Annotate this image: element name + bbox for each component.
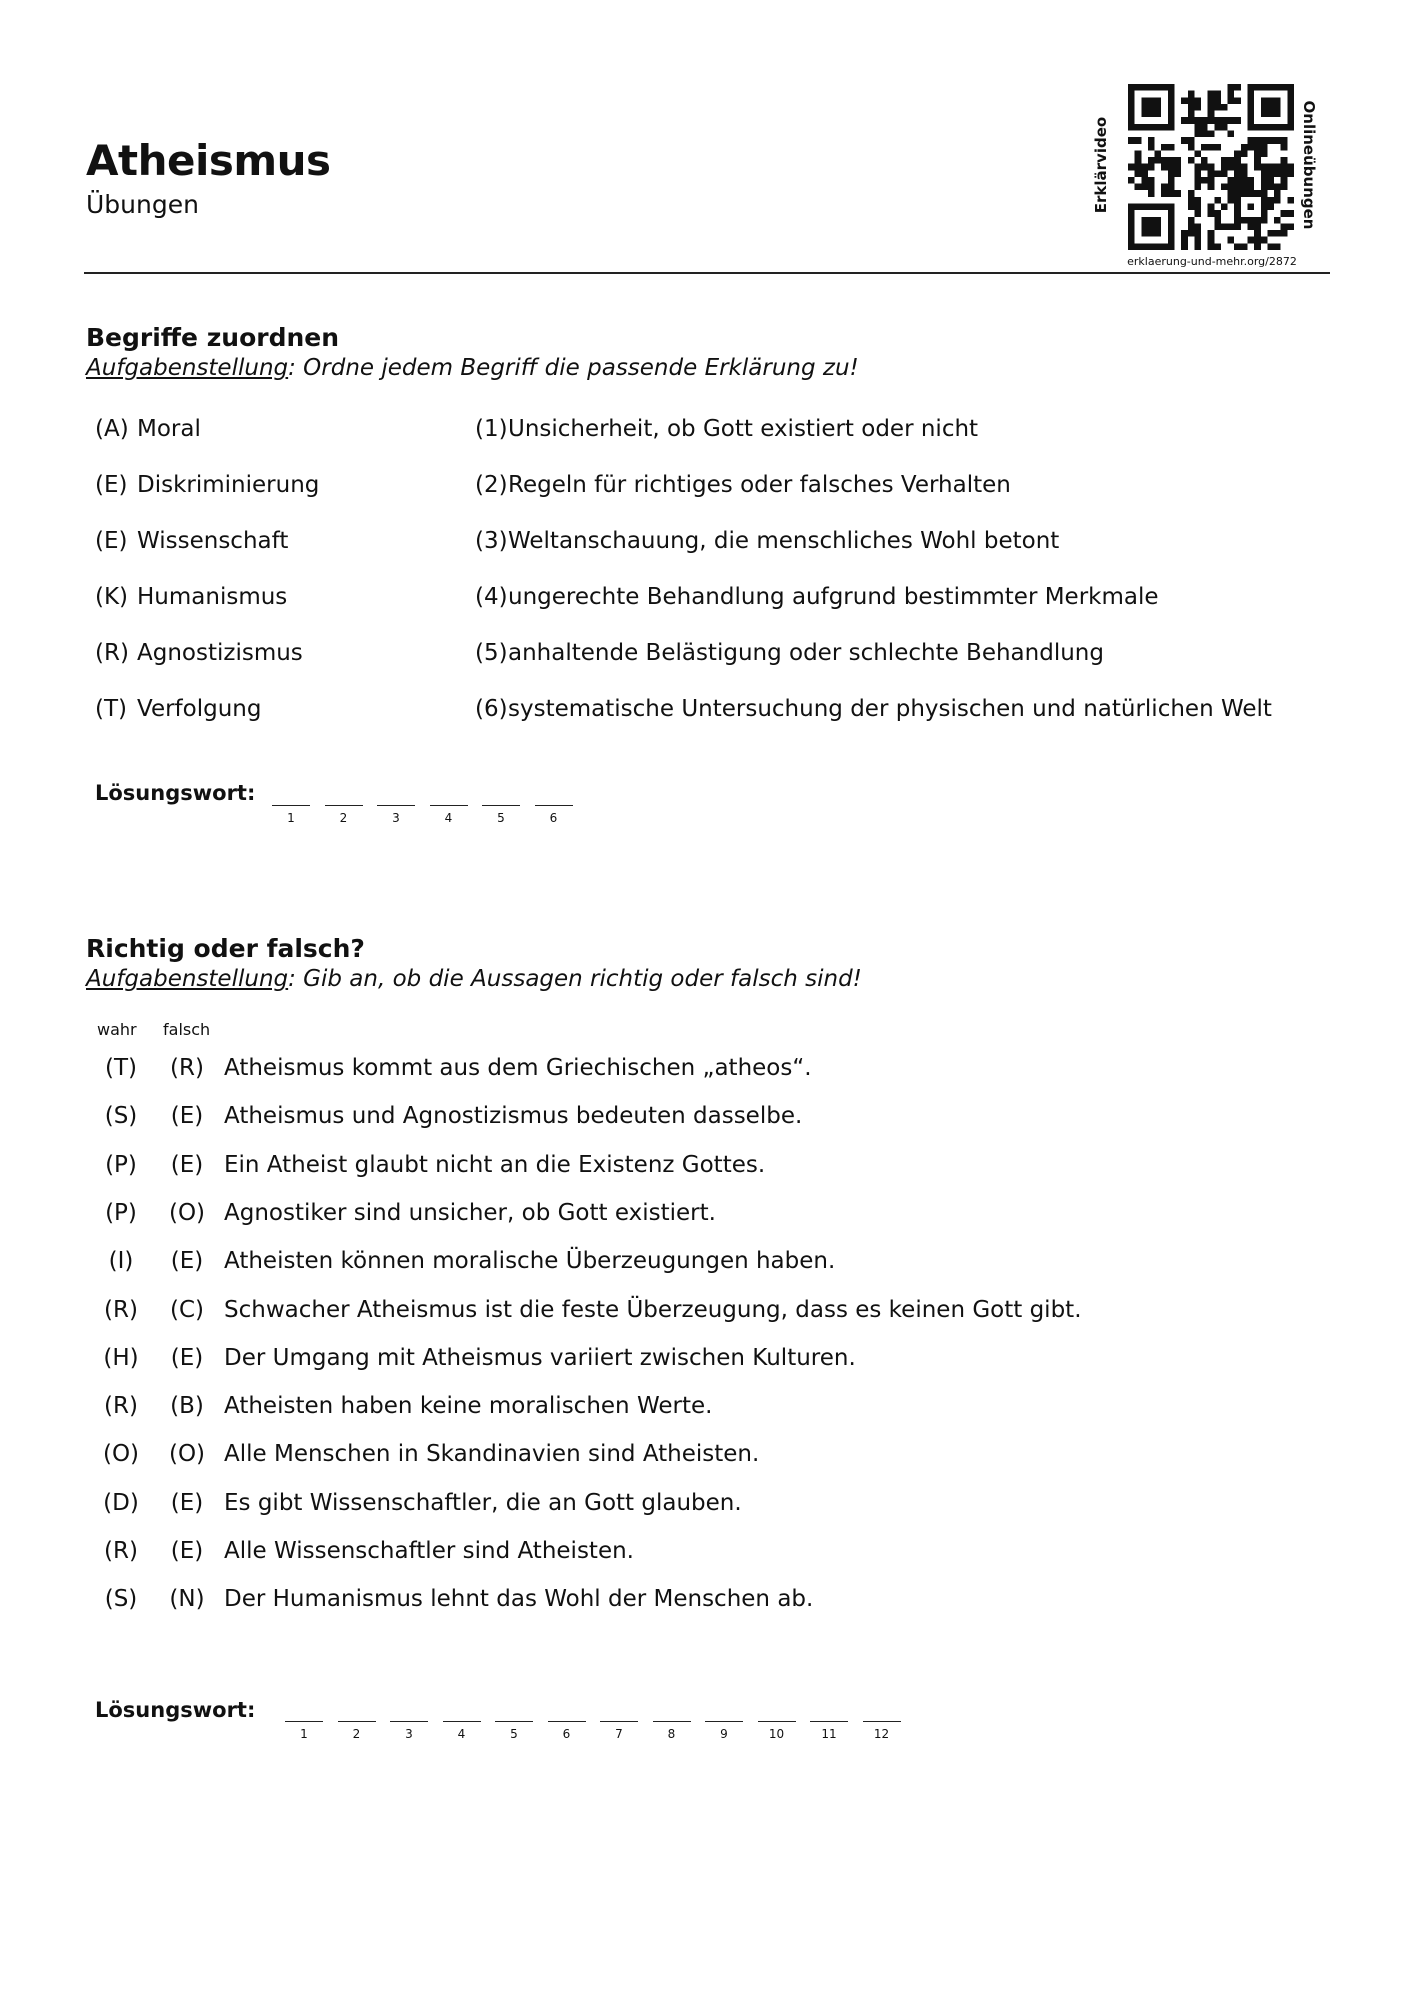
definition-text: anhaltende Belästigung oder schlechte Behandlung bbox=[508, 640, 1104, 666]
true-option[interactable]: (S) bbox=[104, 1103, 138, 1130]
blank-number: 6 bbox=[549, 811, 558, 825]
definition-number: (3) bbox=[475, 528, 508, 554]
blank-number: 3 bbox=[392, 811, 400, 825]
statement-text: Alle Menschen in Skandinavien sind Atheisten. bbox=[224, 1441, 760, 1468]
explainer-video-label: Erklärvideo bbox=[1092, 116, 1110, 214]
true-option[interactable]: (S) bbox=[104, 1586, 138, 1613]
column-header-true: wahr bbox=[97, 1020, 137, 1039]
false-option[interactable]: (E) bbox=[170, 1489, 204, 1516]
definition-text: Unsicherheit, ob Gott existiert oder nicht bbox=[508, 416, 979, 442]
statement-text: Schwacher Atheismus ist die feste Überzeugung, dass es keinen Gott gibt. bbox=[224, 1296, 1082, 1323]
letter-blank[interactable] bbox=[285, 1721, 323, 1722]
true-option[interactable]: (P) bbox=[105, 1199, 137, 1226]
true-option[interactable]: (T) bbox=[105, 1055, 137, 1081]
column-header-false: falsch bbox=[163, 1020, 211, 1039]
solution-word-label: Lösungswort: bbox=[95, 781, 256, 805]
definition-number: (5) bbox=[475, 640, 508, 666]
letter-blank[interactable] bbox=[495, 1721, 533, 1722]
definition-number: (4) bbox=[475, 584, 508, 610]
blank-number: 5 bbox=[510, 1727, 518, 1741]
term-code: (E) bbox=[95, 472, 128, 498]
statement-text: Der Humanismus lehnt das Wohl der Menschen ab. bbox=[224, 1586, 814, 1613]
letter-blank[interactable] bbox=[863, 1721, 901, 1722]
false-option[interactable]: (O) bbox=[168, 1199, 206, 1226]
blank-number: 1 bbox=[287, 811, 295, 825]
statement-text: Atheisten haben keine moralischen Werte. bbox=[224, 1393, 713, 1420]
blank-number: 12 bbox=[873, 1727, 890, 1741]
matching-instruction bbox=[86, 355, 859, 381]
true-option[interactable]: (O) bbox=[102, 1441, 140, 1468]
qr-url: erklaerung-und-mehr.org/2872 bbox=[1127, 255, 1297, 268]
statement-text: Atheisten können moralische Überzeugungen haben. bbox=[224, 1248, 836, 1275]
page-subtitle: Übungen bbox=[86, 190, 199, 219]
false-option[interactable]: (E) bbox=[170, 1344, 204, 1371]
true-option[interactable]: (D) bbox=[103, 1489, 139, 1516]
false-option[interactable]: (O) bbox=[168, 1441, 206, 1468]
definition-number: (1) bbox=[475, 416, 508, 442]
online-exercises-label: Onlineübungen bbox=[1300, 100, 1318, 230]
blank-number: 1 bbox=[300, 1727, 308, 1741]
statement-text: Atheismus und Agnostizismus bedeuten dasselbe. bbox=[224, 1103, 803, 1130]
letter-blank[interactable] bbox=[377, 805, 415, 806]
term-code: (K) bbox=[95, 584, 129, 610]
letter-blank[interactable] bbox=[758, 1721, 796, 1722]
term-code: (T) bbox=[95, 696, 127, 722]
definition-number: (6) bbox=[475, 696, 508, 722]
letter-blank[interactable] bbox=[653, 1721, 691, 1722]
blank-number: 3 bbox=[405, 1727, 413, 1741]
solution-word-label: Lösungswort: bbox=[95, 1698, 256, 1722]
false-option[interactable]: (R) bbox=[170, 1055, 204, 1081]
true-option[interactable]: (R) bbox=[104, 1538, 138, 1564]
letter-blank[interactable] bbox=[535, 805, 573, 806]
blank-number: 6 bbox=[562, 1727, 571, 1741]
true-option[interactable]: (P) bbox=[105, 1151, 137, 1178]
true-option[interactable]: (R) bbox=[104, 1296, 138, 1323]
definition-text: Regeln für richtiges oder falsches Verhalten bbox=[508, 472, 1011, 498]
blank-number: 10 bbox=[768, 1727, 785, 1741]
term-label: Humanismus bbox=[137, 584, 288, 610]
false-option[interactable]: (E) bbox=[170, 1151, 204, 1178]
letter-blank[interactable] bbox=[705, 1721, 743, 1722]
statement-text: Atheismus kommt aus dem Griechischen „atheos“. bbox=[224, 1055, 812, 1081]
term-code: (E) bbox=[95, 528, 128, 554]
statement-text: Alle Wissenschaftler sind Atheisten. bbox=[224, 1538, 634, 1564]
false-option[interactable]: (E) bbox=[170, 1248, 204, 1275]
letter-blank[interactable] bbox=[482, 805, 520, 806]
page-title: Atheismus bbox=[86, 136, 331, 185]
letter-blank[interactable] bbox=[810, 1721, 848, 1722]
blank-number: 2 bbox=[339, 811, 348, 825]
qr-code-block[interactable] bbox=[1092, 84, 1328, 274]
instruction-text: : Gib an, ob die Aussagen richtig oder falsch sind! bbox=[288, 966, 862, 992]
statement-text: Ein Atheist glaubt nicht an die Existenz Gottes. bbox=[224, 1151, 766, 1178]
false-option[interactable]: (B) bbox=[170, 1393, 204, 1420]
letter-blank[interactable] bbox=[548, 1721, 586, 1722]
true-option[interactable]: (I) bbox=[108, 1248, 134, 1275]
true-option[interactable]: (R) bbox=[104, 1393, 138, 1420]
statement-text: Der Umgang mit Atheismus variiert zwischen Kulturen. bbox=[224, 1344, 856, 1371]
blank-number: 5 bbox=[497, 811, 505, 825]
letter-blank[interactable] bbox=[272, 805, 310, 806]
false-option[interactable]: (E) bbox=[170, 1103, 204, 1130]
term-code: (A) bbox=[95, 416, 129, 442]
letter-blank[interactable] bbox=[430, 805, 468, 806]
blank-number: 7 bbox=[615, 1727, 623, 1741]
false-option[interactable]: (N) bbox=[169, 1586, 205, 1613]
true-option[interactable]: (H) bbox=[103, 1344, 139, 1371]
blank-number: 11 bbox=[821, 1727, 837, 1741]
qr-code-icon[interactable] bbox=[1128, 84, 1294, 250]
false-option[interactable]: (E) bbox=[170, 1538, 204, 1564]
term-label: Agnostizismus bbox=[137, 640, 303, 666]
definition-text: systematische Untersuchung der physischen und natürlichen Welt bbox=[508, 696, 1272, 722]
blank-number: 9 bbox=[720, 1727, 728, 1741]
term-code: (R) bbox=[95, 640, 129, 666]
statement-text: Agnostiker sind unsicher, ob Gott existiert. bbox=[224, 1199, 716, 1226]
definition-number: (2) bbox=[475, 472, 508, 498]
instruction-label: Aufgabenstellung bbox=[86, 966, 289, 992]
letter-blank[interactable] bbox=[338, 1721, 376, 1722]
definition-text: Weltanschauung, die menschliches Wohl betont bbox=[508, 528, 1060, 554]
blank-number: 4 bbox=[457, 1727, 466, 1741]
statement-text: Es gibt Wissenschaftler, die an Gott glauben. bbox=[224, 1489, 742, 1516]
header-divider bbox=[84, 272, 1330, 274]
blank-number: 8 bbox=[667, 1727, 676, 1741]
letter-blank[interactable] bbox=[390, 1721, 428, 1722]
letter-blank[interactable] bbox=[600, 1721, 638, 1722]
letter-blank[interactable] bbox=[443, 1721, 481, 1722]
truefalse-section-title: Richtig oder falsch? bbox=[86, 934, 365, 963]
definition-text: ungerechte Behandlung aufgrund bestimmter Merkmale bbox=[508, 584, 1159, 610]
blank-number: 2 bbox=[352, 1727, 361, 1741]
instruction-label: Aufgabenstellung bbox=[86, 355, 289, 381]
false-option[interactable]: (C) bbox=[169, 1296, 204, 1323]
term-label: Wissenschaft bbox=[137, 528, 289, 554]
instruction-text: : Ordne jedem Begriff die passende Erklärung zu! bbox=[288, 355, 859, 381]
blank-number: 4 bbox=[444, 811, 453, 825]
letter-blank[interactable] bbox=[325, 805, 363, 806]
term-label: Diskriminierung bbox=[137, 472, 320, 498]
matching-section-title: Begriffe zuordnen bbox=[86, 323, 340, 352]
truefalse-instruction bbox=[86, 966, 862, 992]
term-label: Moral bbox=[137, 416, 201, 442]
term-label: Verfolgung bbox=[137, 696, 262, 722]
